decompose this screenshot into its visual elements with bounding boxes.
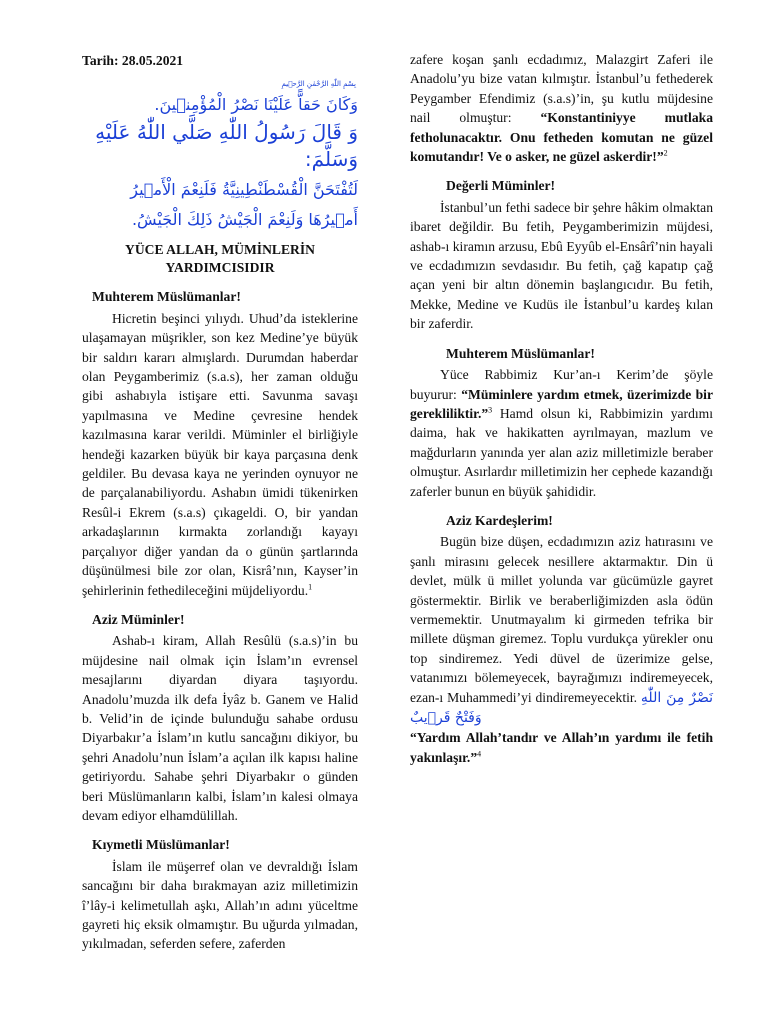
paragraph-2: Ashab-ı kiram, Allah Resûlü (s.a.s)’in bu müjdesine nail olmak için İslam’ın evrensel mesajlarını diyardan diyara taşıyordu. Anadolu’muzda ilk defa İyâz b. Ganem ve Halid b. Velid’in de içinde bulunduğu sahabe ordusu Diyarbakır’a İslam’ın kutlu sancağını dikiyor, bu şehri Anadolu’nun İslam’a açılan ilk kapısı haline getiriyordu. Sahabe şehri Diyarbakır o günden beri Müslümanların kalbi, İslam’ın kalesi olmaya devam ediyor elhamdülillah. bbox=[82, 633, 358, 823]
paragraph-5-text-a: Yüce Rabbimiz Kur’an-ı Kerim’de şöyle buyurur: bbox=[410, 367, 713, 402]
sermon-title-line2: YARDIMCISIDIR bbox=[165, 260, 275, 276]
paragraph-3-cont-text: zafere koşan şanlı ecdadımız, Malazgirt Zaferi ile Anadolu’yu bize vatan kılmıştır. İstanbul’u fethederek Peygamber Efendimiz (s.a.s)’in, şu kutlu müjdesine nail olmuştur: bbox=[410, 52, 713, 126]
section-heading-2: Aziz Müminler! bbox=[92, 611, 185, 627]
paragraph-3-continued bbox=[410, 50, 713, 166]
arabic-hadith-intro: وَ قَالَ رَسُولُ اللّٰهِ صَلَّي اللّٰهُ عَلَيْهِ وَسَلَّمَ: bbox=[95, 120, 358, 172]
bismillah-text: بِسْمِ اللّٰهِ الرَّحْمٰنِ الرَّح۪يمِ bbox=[281, 80, 356, 89]
right-column bbox=[410, 50, 713, 767]
paragraph-5-text-b: Hamd olsun ki, Rabbimizin yardımı daima, hak ve hakikatten ayrılmayan, mazlum ve mağdurların yanında yer alan aziz milletimizle beraber olmuştur. Asırlardır milletimizin her cephede kazandığı zaferler bunun en büyük şahididir. bbox=[410, 405, 713, 499]
left-column bbox=[82, 50, 358, 954]
section-heading-1: Muhterem Müslümanlar! bbox=[92, 289, 241, 305]
section-heading-6: Aziz Kardeşlerim! bbox=[446, 512, 553, 528]
sermon-date: Tarih: 28.05.2021 bbox=[82, 53, 184, 68]
section-heading-5: Muhterem Müslümanlar! bbox=[446, 345, 595, 361]
sermon-title-line1: YÜCE ALLAH, MÜMİNLERİN bbox=[125, 242, 315, 258]
footnote-ref-2: 2 bbox=[663, 148, 668, 158]
closing-quote-tr: “Yardım Allah’tandır ve Allah’ın yardımı ile fetih yakınlaşır.” bbox=[410, 730, 713, 765]
footnote-ref-1: 1 bbox=[308, 581, 313, 591]
section-heading-4: Değerli Müminler! bbox=[446, 178, 556, 194]
inline-arabic-verse: نَصْرٌ مِنَ اللّٰهِ وَفَتْحٌ قَر۪يبٌ bbox=[410, 689, 713, 726]
paragraph-4: İstanbul’un fethi sadece bir şehre hâkim olmaktan ibaret değildir. Bu fetih, Peygamberimizin müjdesi, ashab-ı kiramın arzusu, Ebû Eyyûb el-Ensârî’nin hayali ve ecdadımızın sevdasıdır. Bu fetih, çağ kapatıp çağ açan yeni bir altın dönemin başlangıcıdır. Bu fetih, Mekke, Medine ve Kudüs ile İstanbul’u kardeş kılan bir zaferdir. bbox=[410, 199, 713, 332]
arabic-hadith: لَتُفْتَحَنَّ الْقُسْطَنْطِينِيَّةُ فَلَنِعْمَ الْأَم۪يرُ أَم۪يرُهَا وَلَنِعْمَ الْجَيْشُ ذَلِكَ الْجَيْشُ. bbox=[130, 180, 358, 230]
paragraph-6-text: Bugün bize düşen, ecdadımızın aziz hatırasını ve şanlı mirasını gelecek nesillere aktarmaktır. Din ü devlet, mülk ü millet yolunda var gücümüzle gayret göstermektir. Birlik ve beraberliğimizden asla ödün vermemektir. Unutmayalım ki girmeden tefrika bir millete düşman giremez. Toplu vurdukça yürekler onu top sindiremez. Yedi düvel de üzerimize gelse, vatanımızı bölemeyecek, bayrağımızı indiremeyecek, ezan-ı Muhammedi’yi dindiremeyecektir. bbox=[410, 534, 713, 705]
paragraph-1 bbox=[82, 309, 358, 600]
section-heading-3: Kıymetli Müslümanlar! bbox=[92, 837, 230, 853]
paragraph-5 bbox=[410, 365, 713, 501]
sermon-title bbox=[82, 241, 358, 277]
paragraph-3: İslam ile müşerref olan ve devraldığı İslam sancağını bir daha bırakmayan aziz milletimizin î’lây-i kelimetullah aşkı, Allah’ın adını yüceltme gayreti hiç eksik olmamıştır. Bu uğurda yılmadan, yıkılmadan, seferden sefere, zaferden bbox=[82, 858, 358, 952]
verse-quote-tr: “Müminlere yardım etmek, üzerimizde bir gerekliliktir.” bbox=[410, 386, 713, 421]
paragraph-6 bbox=[410, 532, 713, 767]
footnote-ref-4: 4 bbox=[477, 749, 482, 759]
footnote-ref-3: 3 bbox=[488, 405, 493, 415]
arabic-verse: وَكَانَ حَقاًّ عَلَيْنَا نَصْرُ الْمُؤْمِن۪ينَ. bbox=[154, 95, 358, 115]
hadith-quote-tr: “Konstantiniyye mutlaka fetholunacaktır. Onu fetheden komutan ne güzel komutandır! Ve o asker, ne güzel askerdir!” bbox=[410, 110, 713, 165]
paragraph-1-text: Hicretin beşinci yılıydı. Uhud’da isteklerine ulaşamayan müşrikler, son kez Medine’ye büyük bir saldırı kararı almışlardı. Durumdan haberdar olan Peygamberimiz (s.a.s), her zaman olduğu gibi ashabıyla istişare etti. Savunma savaşı yapılmasına ve Medine çevresine hendek kazılmasına karar verildi. Müminler el birliğiyle hendeği kazarken büyük bir kaya parçasına denk geldiler. Bu devasa kaya ne yerinden oynuyor ne de parçalanabiliyordu. Ashabın ümidi tükenirken Resûl-i Ekrem (s.a.s) çıkageldi. O, bir yandan arkadaşlarının kırmakta zorlandığı kayayı parçalıyor diğer yandan da o günün şartlarında düşünülmesi bile zor olan, Kisrâ’nın, Kayser’in şehirlerinin fethedileceğini müjdeliyordu. bbox=[82, 310, 358, 598]
